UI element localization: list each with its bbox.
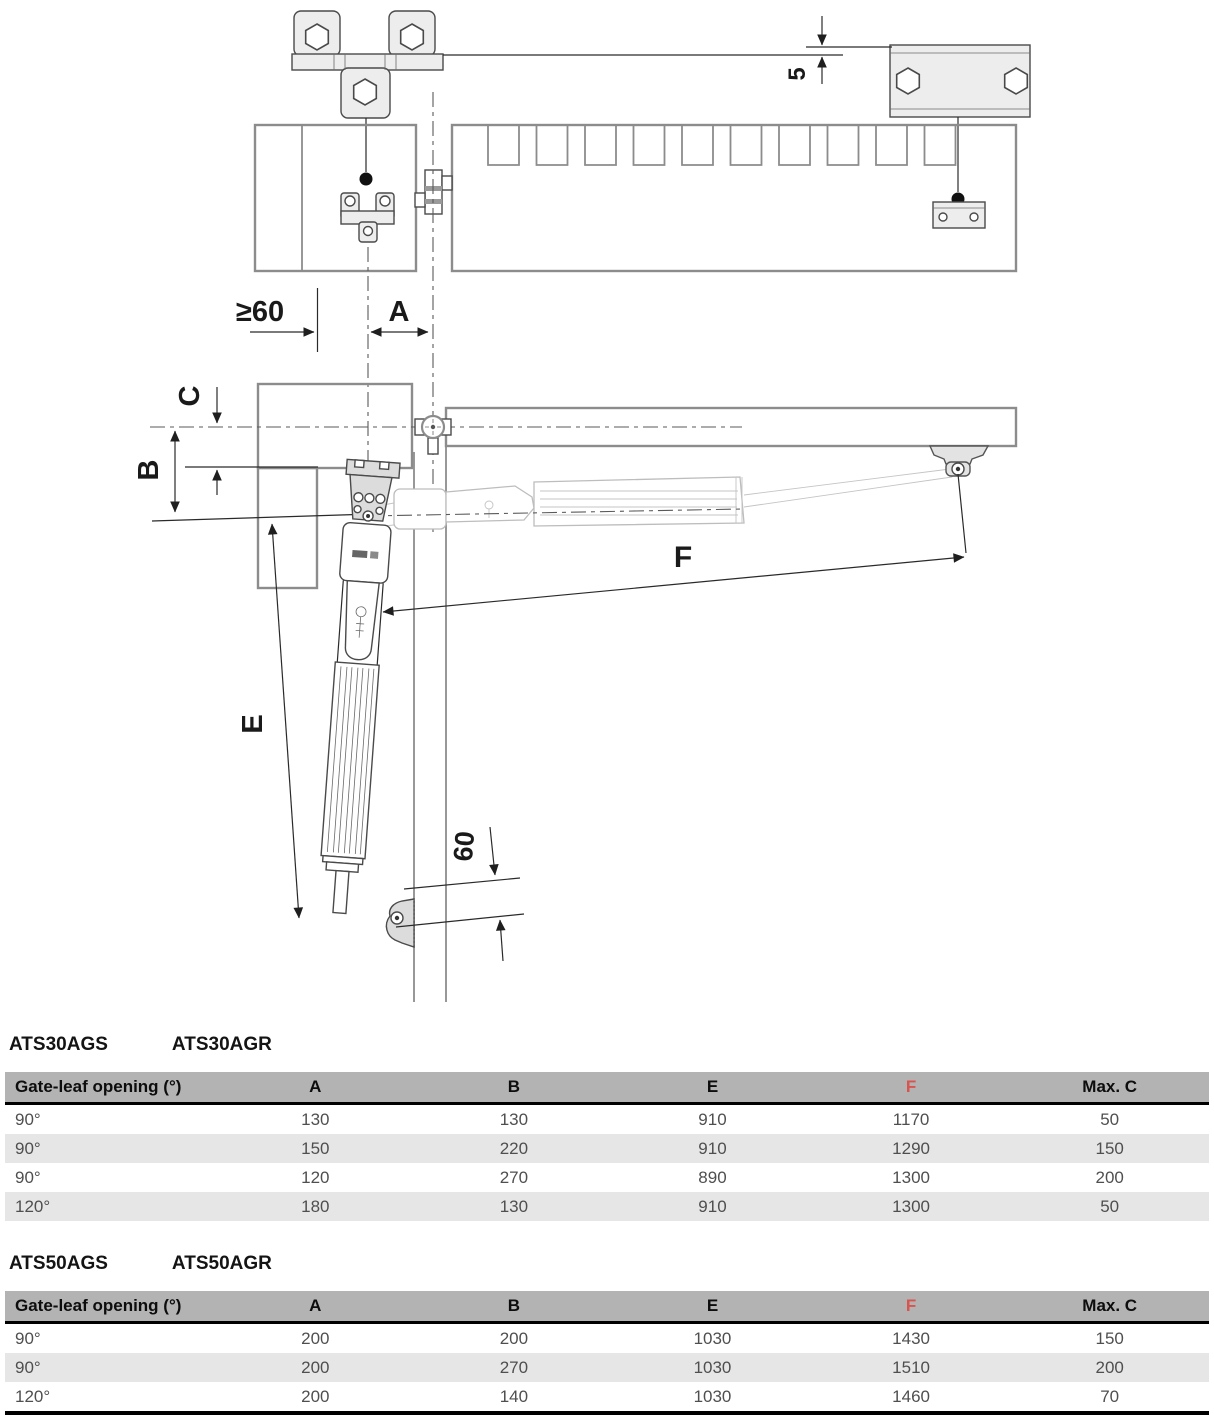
section-ats30: [0, 1034, 1214, 1221]
dim-60: [396, 827, 524, 961]
elevation-view: [255, 125, 1016, 271]
dims-wall-and-a: [236, 92, 433, 532]
table-row: 120° 200 140 1030 1460 70: [15, 1386, 1120, 1406]
dim-label-e: E: [237, 714, 269, 734]
model-name-ats50agr: ATS50AGR: [171, 1253, 272, 1274]
dim-label-b: B: [133, 459, 165, 481]
dimensions-table-ats50: [5, 1291, 1209, 1415]
model-names-ats50: [9, 1253, 1209, 1275]
table-row: 90° 120 270 890 1300 200: [15, 1167, 1124, 1187]
model-name-ats30agr: ATS30AGR: [171, 1034, 272, 1055]
section-ats50: [0, 1253, 1214, 1415]
dim-e: [237, 524, 299, 918]
dim-label-f: F: [673, 541, 693, 574]
dim-label-a: A: [388, 296, 410, 328]
dim-c: [174, 385, 217, 495]
col-header-e: E: [613, 1291, 812, 1323]
actuator-open-ghost: [368, 469, 956, 529]
dimensions-table-ats30: [5, 1072, 1209, 1221]
dim-label-60: 60: [447, 829, 481, 863]
dim-label-5: 5: [784, 67, 811, 81]
col-header-gate-leaf-opening: Gate-leaf opening (°): [5, 1291, 216, 1323]
came-logo-mark: [352, 550, 367, 558]
col-header-b: B: [415, 1291, 614, 1323]
col-header-a: A: [216, 1072, 415, 1104]
table-row: 120° 180 130 910 1300 50: [5, 1192, 1209, 1221]
col-header-max-c: Max. C: [1010, 1291, 1209, 1323]
dim-b: [133, 431, 175, 512]
table-header-row: [5, 1072, 1209, 1104]
model-names-ats30: [9, 1034, 1209, 1056]
dim-label-c: C: [174, 385, 206, 407]
table-row: 90° 200 200 1030 1430 150: [15, 1328, 1124, 1348]
model-name-ats30ags: ATS30AGS: [9, 1034, 108, 1055]
rear-bracket-detail: [292, 11, 443, 186]
front-bracket-open: [930, 446, 988, 476]
table-row: 90° 150 220 910 1290 150: [5, 1134, 1209, 1163]
table-row: 90° 130 130 910 1170 50: [15, 1109, 1120, 1129]
table-row: 90° 200 270 1030 1510 200: [5, 1353, 1209, 1382]
post-bracket-elevation: [341, 193, 394, 242]
front-plate-detail: [890, 45, 1030, 228]
dim-label-min60: ≥60: [236, 296, 285, 328]
gate-bars: [488, 125, 956, 165]
col-header-f: F: [812, 1072, 1011, 1104]
leader-dot: [360, 173, 373, 186]
col-header-a: A: [216, 1291, 415, 1323]
model-name-ats50ags: ATS50AGS: [9, 1253, 108, 1274]
col-header-b: B: [415, 1072, 614, 1104]
dim-plate-offset: [443, 16, 892, 84]
table-header-row: [5, 1291, 1209, 1323]
col-header-f: F: [812, 1291, 1011, 1323]
front-bracket-closed: [386, 899, 414, 947]
col-header-gate-leaf-opening: Gate-leaf opening (°): [5, 1072, 216, 1104]
col-header-e: E: [613, 1072, 812, 1104]
col-header-max-c: Max. C: [1010, 1072, 1209, 1104]
actuator-closed: [314, 459, 400, 915]
actuator-rod: [333, 871, 349, 914]
